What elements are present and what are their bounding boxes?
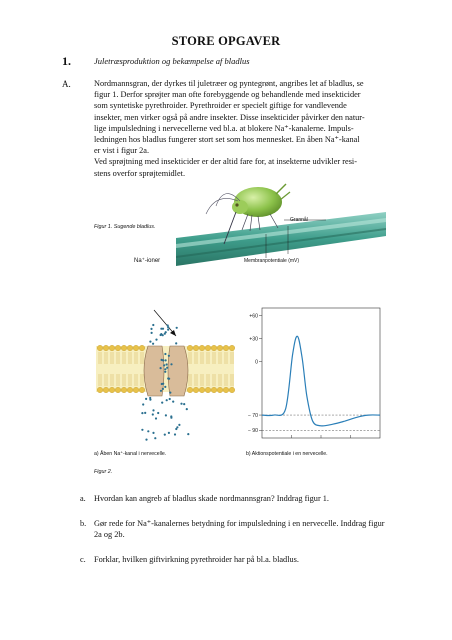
lipid-head (115, 345, 121, 351)
na-ion (165, 359, 167, 361)
lipid-head (205, 387, 211, 393)
lipid-head (97, 387, 103, 393)
lipid-head (139, 345, 145, 351)
y-tick-label: − 70 (247, 412, 258, 419)
label-membrane-potential: Membranpotentiale (mV) (244, 258, 300, 264)
lipid-head (187, 345, 193, 351)
question-c (80, 554, 394, 565)
na-ion (169, 398, 171, 400)
intro-line: Nordmannsgran, der dyrkes til juletræer og pyntegrønt, angribes let af bladlus, se (94, 79, 364, 88)
na-ion (183, 403, 185, 405)
na-ion (186, 408, 188, 410)
lipid-head (187, 387, 193, 393)
na-ion (164, 368, 166, 370)
na-ion (166, 363, 168, 365)
intro-line: ledningen hos bladlus fungerer stort set som hos mennesket. En åben Na⁺-kanal (94, 135, 360, 145)
na-ion (164, 353, 166, 355)
figure1-caption: Figur 1. Sugende bladlus. (94, 224, 156, 230)
na-ion (145, 398, 147, 400)
na-ion (154, 437, 156, 439)
intro-line: lige impulsledning i nervecellerne ved bl.a. at blokere Na⁺-kanalerne. Impuls- (94, 123, 354, 133)
na-ion (152, 324, 154, 326)
na-ion (152, 409, 154, 411)
na-ion (176, 426, 178, 428)
lipid-head (205, 345, 211, 351)
question-letter: a. (80, 494, 86, 503)
lipid-head (133, 387, 139, 393)
na-ion (145, 439, 147, 441)
na-ion (176, 327, 178, 329)
lipid-head (109, 387, 115, 393)
na-ion (162, 383, 164, 385)
lipid-head (109, 345, 115, 351)
na-ion (174, 433, 176, 435)
lipid-head (199, 387, 205, 393)
lipid-head (139, 387, 145, 393)
lipid-head (133, 345, 139, 351)
lipid-head (217, 387, 223, 393)
page-title: STORE OPGAVER (171, 34, 281, 48)
na-ion (162, 359, 164, 361)
na-ion (167, 377, 169, 379)
na-ion (167, 329, 169, 331)
na-ion (164, 386, 166, 388)
intro-line: stens overfor sprøjtemidlet. (94, 168, 186, 178)
lipid-head (193, 387, 199, 393)
lipid-head (103, 387, 109, 393)
na-ion (144, 412, 146, 414)
na-ion (164, 434, 166, 436)
lipid-head (211, 387, 217, 393)
lipid-head (103, 345, 109, 351)
lipid-head (121, 387, 127, 393)
na-ion (170, 417, 172, 419)
caption-figure2b: b) Aktionspotentiale i en nervecelle. (246, 451, 328, 457)
na-ion (141, 429, 143, 431)
y-tick-label: +30 (249, 336, 258, 343)
label-na-ions: Na⁺-ioner (134, 258, 161, 264)
na-ion (155, 417, 157, 419)
caption-figure2a: a) Åben Na⁺-kanal i nervecelle. (94, 451, 167, 457)
lipid-head (127, 387, 133, 393)
question-text: Gør rede for Na⁺-kanalernes betydning for impulsledning i en nervecelle. Inddrag figur 2a og 2b. (94, 519, 385, 540)
na-ion (151, 332, 153, 334)
na-ion (161, 402, 163, 404)
question-a (80, 493, 394, 504)
na-ion (167, 326, 169, 328)
na-ion (164, 371, 166, 373)
na-ion (175, 342, 177, 344)
channel-protein-right (168, 346, 188, 396)
y-tick-label: +60 (249, 313, 258, 320)
y-tick-label: 0 (255, 359, 258, 366)
section-title: Juletræsproduktion og bekæmpelse af bladlus (94, 56, 250, 66)
na-ion (160, 367, 162, 369)
na-ion (152, 413, 154, 415)
lipid-head (97, 345, 103, 351)
na-ion (165, 414, 167, 416)
na-ion (152, 343, 154, 345)
na-ion (163, 364, 165, 366)
channel-protein-left (144, 346, 164, 396)
lipid-head (199, 345, 205, 351)
intro-line: som syntetiske pyrethroider. Pyrethroider er specielt giftige for vandlevende (94, 101, 347, 111)
intro-line: figur 1. Derfor sprøjter man ofte forebyggende og behandlende med insekticider (94, 90, 361, 100)
na-ion (166, 367, 168, 369)
plot-frame (262, 308, 380, 438)
na-ion (187, 433, 189, 435)
question-letter: b. (80, 519, 87, 528)
na-ion (172, 401, 174, 403)
lipid-head (115, 387, 121, 393)
figure2b-action-potential (228, 306, 384, 442)
lipid-head (193, 345, 199, 351)
lipid-head (121, 345, 127, 351)
na-ion (141, 412, 143, 414)
na-ion (178, 424, 180, 426)
na-ion (160, 334, 162, 336)
intro-line: er vist i figur 2a. (94, 146, 150, 156)
y-tick-label: − 90 (247, 428, 258, 435)
na-ion (168, 355, 170, 357)
na-ion (180, 403, 182, 405)
intro-text (94, 78, 390, 179)
label-capillary: Grannål (290, 217, 308, 223)
na-ion (149, 397, 151, 399)
figure2a-na-channel (92, 306, 242, 442)
figure2-caption: Figur 2. (94, 469, 113, 475)
na-ion (147, 430, 149, 432)
na-ion (164, 333, 166, 335)
na-ion (160, 390, 162, 392)
na-ion (142, 403, 144, 405)
na-ion (160, 328, 162, 330)
question-b (80, 518, 394, 541)
na-ion (149, 341, 151, 343)
na-ion (150, 328, 152, 330)
na-ion (170, 363, 172, 365)
na-ion (166, 399, 168, 401)
lipid-head (127, 345, 133, 351)
na-ion (152, 432, 154, 434)
na-ion (162, 388, 164, 390)
question-text: Forklar, hvilken giftvirkning pyrethroider har på bl.a. bladlus. (94, 555, 299, 564)
section-number: 1. (62, 54, 71, 68)
part-letter: A. (62, 79, 71, 89)
intro-line: insekter, men virker også på andre insekter. Disse insekticider påvirker den natur- (94, 112, 365, 122)
na-ion (157, 412, 159, 414)
lipid-head (217, 345, 223, 351)
lipid-head (211, 345, 217, 351)
na-ion (168, 432, 170, 434)
na-ion (155, 339, 157, 341)
question-letter: c. (80, 555, 86, 564)
question-text: Hvordan kan angreb af bladlus skade nordmannsgran? Inddrag figur 1. (94, 494, 330, 503)
na-ion (169, 392, 171, 394)
intro-line: Ved sprøjtning med insekticider er der altid fare for, at insekterne udvikler resi- (94, 157, 358, 167)
